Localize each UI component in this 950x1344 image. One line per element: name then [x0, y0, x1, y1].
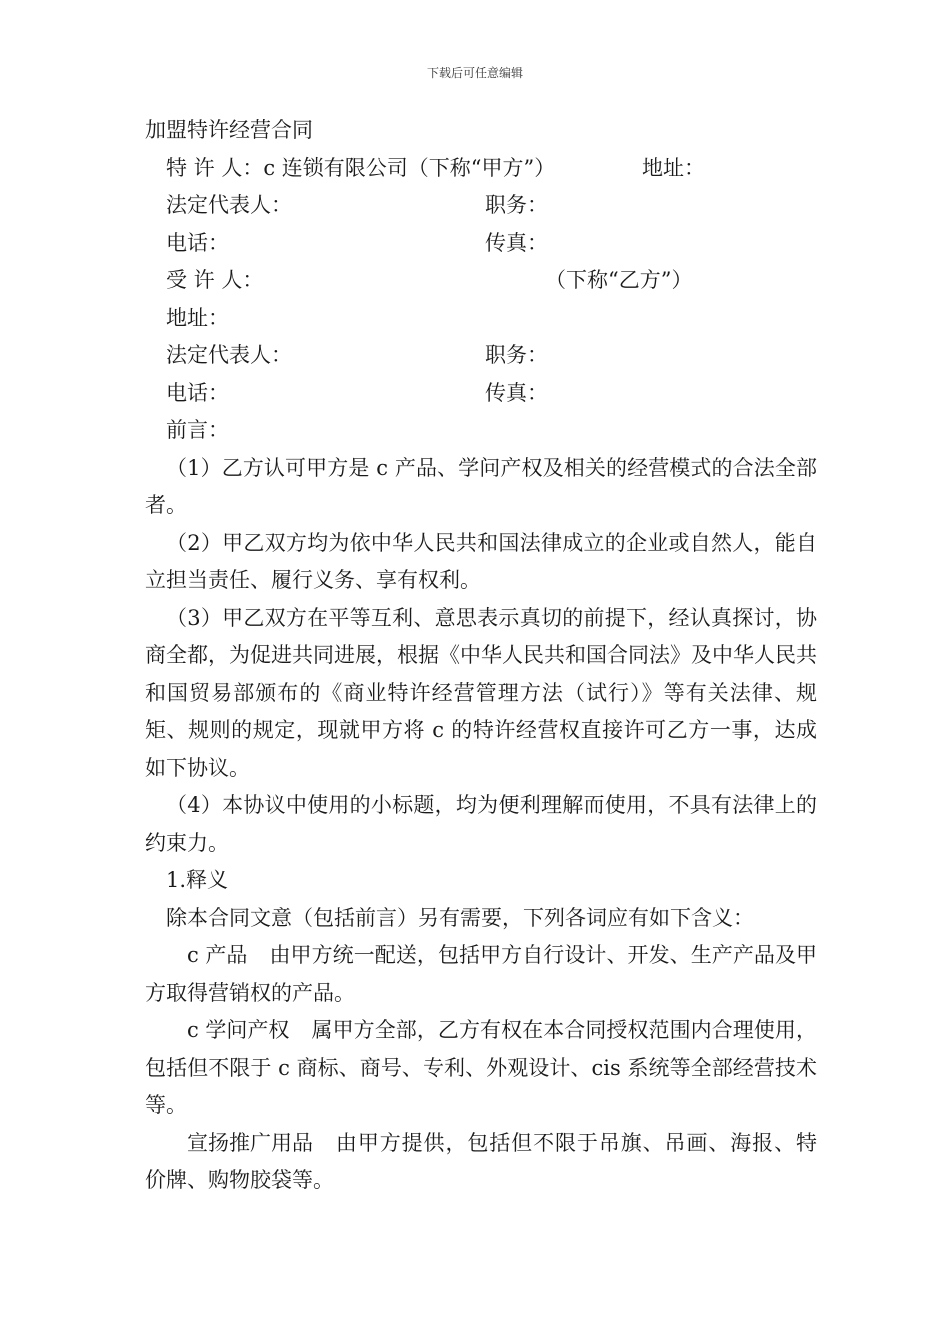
- party-b-phone-label: 电话：: [166, 380, 229, 405]
- franchisor-address-label: 地址：: [642, 155, 705, 180]
- definition-term: 宣扬推广用品: [187, 1130, 313, 1155]
- definition-text: 属甲方全部，乙方有权在本合同授权范围内合理使用，包括但不限于 c 商标、商号、专利、外观设计、cis 系统等全部经营技术等。: [145, 1018, 817, 1117]
- preface-label: 前言：: [166, 418, 229, 442]
- party-a-position-label: 职务：: [485, 193, 548, 217]
- definition-term: c 学问产权: [187, 1018, 290, 1042]
- party-a-phone-label: 电话：: [166, 230, 229, 255]
- franchisee-line: [145, 262, 817, 300]
- party-b-rep-line: [145, 337, 817, 375]
- party-a-phone-line: [145, 225, 817, 263]
- franchisor-line: [145, 150, 817, 188]
- party-b-phone-line: [145, 375, 817, 413]
- contract-title: 加盟特许经营合同: [145, 118, 313, 142]
- definition-text: 由甲方提供，包括但不限于吊旗、吊画、海报、特价牌、购物胶袋等。: [145, 1130, 817, 1192]
- party-a-fax-label: 传真：: [485, 230, 548, 255]
- franchisee-alias: （下称“乙方”）: [545, 268, 693, 292]
- definition-promo-materials: [145, 1125, 817, 1200]
- franchisee-label: 受 许 人：: [166, 268, 264, 292]
- franchisor-label: 特 许 人：c 连锁有限公司（下称“甲方”）: [166, 155, 556, 180]
- party-b-rep-label: 法定代表人：: [166, 343, 292, 367]
- page-header-note: 下载后可任意编辑: [426, 66, 523, 80]
- definition-c-product: [145, 937, 817, 1012]
- party-a-rep-line: [145, 187, 817, 225]
- franchisee-address-label: 地址：: [166, 305, 229, 330]
- preface-paragraph-4: （4）本协议中使用的小标题，均为便利理解而使用，不具有法律上的约束力。: [145, 793, 817, 855]
- preface-paragraph-1: （1）乙方认可甲方是 c 产品、学问产权及相关的经营模式的合法全部者。: [145, 455, 817, 517]
- definition-c-ip: [145, 1012, 817, 1125]
- contract-body: [145, 112, 817, 1200]
- preface-paragraph-2: （2）甲乙双方均为依中华人民共和国法律成立的企业或自然人，能自立担当责任、履行义务、享有权利。: [145, 530, 817, 592]
- preface-paragraph-3: （3）甲乙双方在平等互利、意思表示真切的前提下，经认真探讨，协商全都，为促进共同进展，根据《中华人民共和国合同法》及中华人民共和国贸易部颁布的《商业特许经营管理方法（试行）》等有关法律、规矩、规则的规定，现就甲方将 c 的特许经营权直接许可乙方一事，达成如下协议。: [145, 605, 817, 780]
- section-1-intro: 除本合同文意（包括前言）另有需要，下列各词应有如下含义：: [166, 905, 754, 930]
- party-b-position-label: 职务：: [485, 343, 548, 367]
- section-1-heading: 1.释义: [166, 868, 229, 892]
- party-a-rep-label: 法定代表人：: [166, 193, 292, 217]
- definition-term: c 产品: [187, 943, 248, 967]
- party-b-fax-label: 传真：: [485, 380, 548, 405]
- definition-text: 由甲方统一配送，包括甲方自行设计、开发、生产产品及甲方取得营销权的产品。: [145, 943, 817, 1005]
